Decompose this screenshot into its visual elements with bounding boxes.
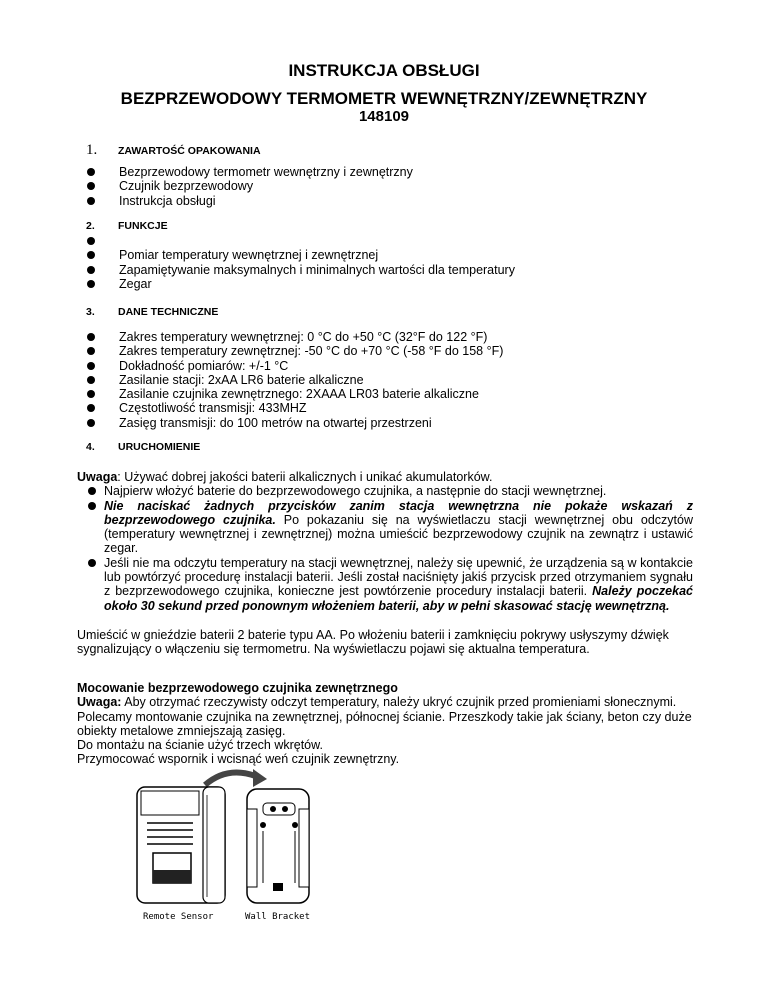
list-item: Zasięg transmisji: do 100 metrów na otwartej przestrzeni [86, 416, 503, 430]
list-item: Zegar [86, 277, 515, 291]
list-item: Czujnik bezprzewodowy [86, 179, 413, 193]
list-item: Zasilanie czujnika zewnętrznego: 2XAAA LR03 baterie alkaliczne [86, 387, 503, 401]
section-title: ZAWARTOŚĆ OPAKOWANIA [118, 145, 261, 157]
remote-sensor-drawing [137, 787, 225, 903]
list-item: Częstotliwość transmisji: 433MHZ [86, 401, 503, 415]
section-number: 1. [86, 142, 98, 158]
startup-steps-list [77, 484, 693, 613]
section-title: DANE TECHNICZNE [118, 306, 219, 318]
list-item: Bezprzewodowy termometr wewnętrzny i zewnętrzny [86, 165, 413, 179]
section-3-heading [86, 306, 218, 318]
list-item [86, 234, 515, 248]
section-1-heading [86, 142, 261, 159]
step-text: Po pokazaniu się na wyświetlaczu stacji wewnętrznej obu odczytów (temperatury wewnętrznej i zewnętrznej) można umieścić bezprzewodowy czujnik na zewnątrz i ustawić zegar. [104, 512, 693, 556]
package-contents-list [86, 165, 413, 208]
mounting-recommendation: Polecamy montowanie czujnika na zewnętrznej, północnej ścianie. Przeszkody takie jak ściany, beton czy duże obiekty metalowe zmniejszają zasięg. [77, 709, 692, 738]
note-text: Aby otrzymać rzeczywisty odczyt temperatury, należy ukryć czujnik przed promieniami słonecznymi. [121, 695, 677, 710]
note-label: Uwaga: [77, 695, 122, 710]
section-4-heading [86, 441, 200, 453]
manual-title: INSTRUKCJA OBSŁUGI [288, 61, 480, 80]
startup-instructions [77, 470, 693, 657]
list-item [77, 499, 693, 556]
mounting-bracket: Przymocować wspornik i wcisnąć weń czujnik zewnętrzny. [77, 752, 400, 767]
mounting-note [77, 695, 693, 709]
arrow-head-icon [253, 769, 267, 787]
list-item [77, 484, 693, 498]
remote-sensor-caption: Remote Sensor [143, 912, 214, 922]
wall-bracket-drawing [247, 789, 309, 903]
functions-list [86, 234, 515, 291]
wall-bracket-caption: Wall Bracket [245, 912, 311, 922]
section-2-heading [86, 220, 168, 232]
step-emphasis: Należy poczekać około 30 sekund przed ponownym włożeniem baterii, aby w pełni skasować stację wewnętrzną. [104, 584, 693, 613]
step-text: Jeśli nie ma odczytu temperatury na stacji wewnętrznej, należy się upewnić, że urządzenia są w kontakcie lub powtórzyć procedurę instalacji baterii. Jeśli został naciśnięty jakiś przycisk przed otrzymaniem sygnału z bezprzewodowego czujnika, konieczne jest powtórzenie procedury instalacji baterii. [104, 555, 693, 599]
section-title: URUCHOMIENIE [118, 441, 201, 453]
technical-data-list [86, 330, 503, 430]
product-model: 148109 [358, 108, 410, 125]
section-number: 3. [86, 306, 95, 318]
product-title: BEZPRZEWODOWY TERMOMETR WEWNĘTRZNY/ZEWNĘTRZNY [120, 89, 648, 108]
list-item: Zakres temperatury wewnętrznej: 0 °C do +50 °C (32°F do 122 °F) [86, 330, 503, 344]
battery-paragraph: Umieścić w gnieździe baterii 2 baterie typu AA. Po włożeniu baterii i zamknięciu pokrywy usłyszymy dźwięk sygnalizujący o włączeniu się termometru. Na wyświetlaczu pojawi się aktualna temperatura. [77, 627, 669, 657]
step-emphasis: Nie naciskać żadnych przycisków zanim stacja wewnętrzna nie pokaże wskazań z bezprzewodowego czujnika. [104, 498, 693, 527]
battery-warning [77, 470, 693, 484]
mounting-screws: Do montażu na ścianie użyć trzech wkrętów. [77, 738, 323, 753]
section-title: FUNKCJE [118, 220, 168, 232]
mounting-arrow [205, 773, 258, 786]
section-number: 4. [86, 441, 95, 453]
step-text: Najpierw włożyć baterie do bezprzewodowego czujnika, a następnie do stacji wewnętrznej. [104, 484, 607, 499]
mounting-heading: Mocowanie bezprzewodowego czujnika zewnętrznego [77, 681, 398, 695]
list-item: Zasilanie stacji: 2xAA LR6 baterie alkaliczne [86, 373, 503, 387]
list-item: Zakres temperatury zewnętrznej: -50 °C do +70 °C (-58 °F do 158 °F) [86, 344, 503, 358]
mounting-section [77, 681, 693, 767]
sensor-bracket-illustration [133, 765, 343, 925]
warning-text: : Używać dobrej jakości baterii alkalicznych i unikać akumulatorków. [117, 470, 493, 484]
list-item: Instrukcja obsługi [86, 194, 413, 208]
section-number: 2. [86, 220, 95, 232]
list-item: Pomiar temperatury wewnętrznej i zewnętrznej [86, 248, 515, 262]
list-item: Dokładność pomiarów: +/-1 °C [86, 359, 503, 373]
list-item [77, 556, 693, 613]
warning-label: Uwaga [77, 470, 118, 484]
list-item: Zapamiętywanie maksymalnych i minimalnych wartości dla temperatury [86, 263, 515, 277]
